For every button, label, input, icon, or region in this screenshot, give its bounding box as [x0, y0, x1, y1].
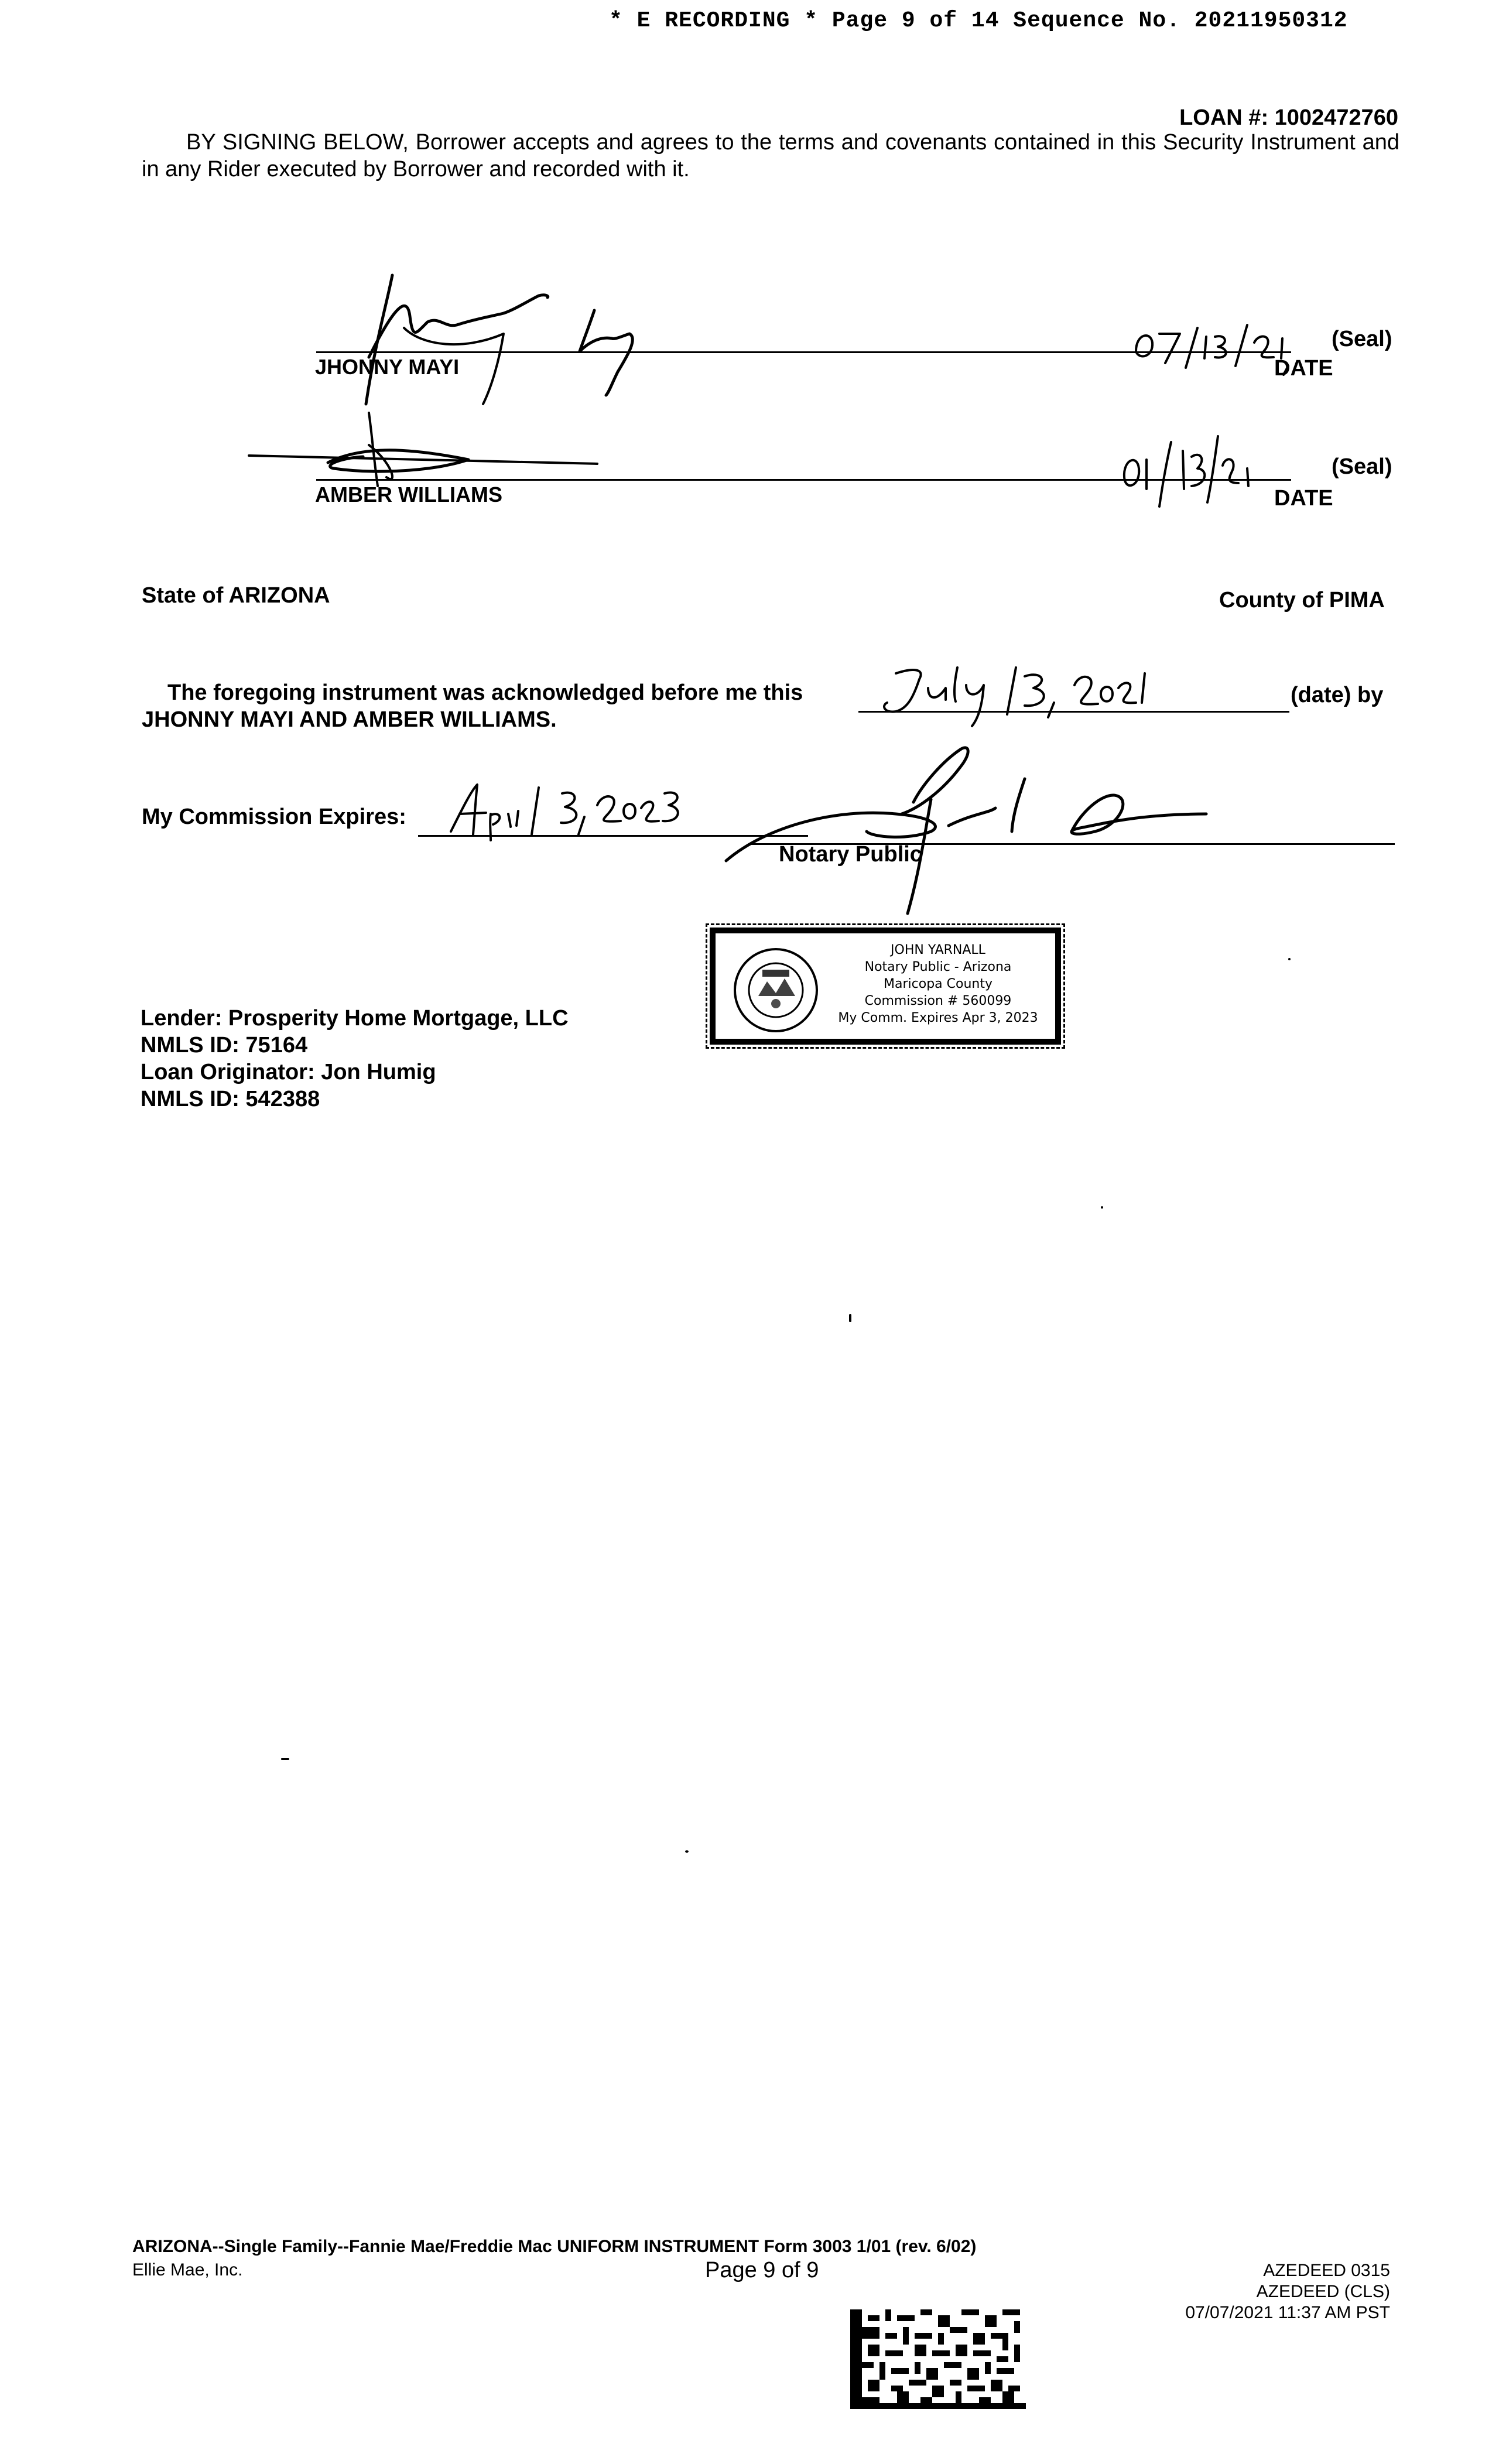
lender-info — [141, 1005, 569, 1113]
footer-form-title: ARIZONA--Single Family--Fannie Mae/Freddie Mac UNIFORM INSTRUMENT Form 3003 1/01 (rev. 6/02) — [132, 2237, 977, 2256]
handwritten-date-2 — [1118, 433, 1306, 509]
footer-codes — [1185, 2260, 1390, 2323]
handwritten-signature-2 — [246, 410, 609, 492]
scan-speck — [849, 1314, 851, 1322]
county-label: County of PIMA — [1219, 588, 1385, 612]
stamp-title: Notary Public - Arizona — [864, 960, 1012, 974]
seal-label-1: (Seal) — [1332, 327, 1392, 351]
date-label-1: DATE — [1274, 356, 1333, 381]
lender-name: Lender: Prosperity Home Mortgage, LLC — [141, 1006, 569, 1031]
handwritten-signature-1 — [351, 269, 714, 410]
recording-header: * E RECORDING * Page 9 of 14 Sequence No. 20211950312 — [609, 8, 1348, 33]
footer-publisher: Ellie Mae, Inc. — [132, 2260, 243, 2280]
originator-nmls-id: NMLS ID: 542388 — [141, 1087, 320, 1111]
handwritten-acknowledgment-date — [878, 662, 1154, 726]
notary-signature — [720, 744, 1224, 925]
loan-number: LOAN #: 1002472760 — [1179, 105, 1398, 130]
footer-page-number: Page 9 of 9 — [705, 2258, 819, 2282]
stamp-notary-name: JOHN YARNALL — [891, 943, 985, 957]
stamp-commission-number: Commission # 560099 — [864, 994, 1012, 1008]
notary-stamp — [710, 928, 1061, 1045]
signer-name-1: JHONNY MAYI — [315, 355, 460, 379]
notary-public-label: Notary Public — [779, 842, 922, 867]
acknowledgment-names: JHONNY MAYI AND AMBER WILLIAMS. — [142, 707, 557, 732]
seal-label-2: (Seal) — [1332, 454, 1392, 479]
footer-timestamp: 07/07/2021 11:37 AM PST — [1185, 2303, 1390, 2322]
intro-paragraph: BY SIGNING BELOW, Borrower accepts and agrees to the terms and covenants contained in this Security Instrument and in any Rider executed by Borrower and recorded with it. — [142, 130, 1399, 182]
barcode-icon — [850, 2309, 1026, 2409]
acknowledgment-prefix: The foregoing instrument was acknowledged before me this — [167, 680, 803, 705]
date-label-2: DATE — [1274, 486, 1333, 511]
handwritten-date-1 — [1130, 316, 1317, 369]
footer-code-2: AZEDEED (CLS) — [1256, 2282, 1390, 2301]
stamp-expiration: My Comm. Expires Apr 3, 2023 — [838, 1011, 1038, 1025]
scan-speck — [685, 1850, 689, 1853]
acknowledgment-suffix: (date) by — [1291, 683, 1384, 707]
handwritten-commission-date — [445, 779, 720, 843]
stamp-county: Maricopa County — [884, 977, 993, 991]
commission-expires-label: My Commission Expires: — [142, 805, 406, 829]
signer-name-2: AMBER WILLIAMS — [315, 482, 502, 507]
footer-code-1: AZEDEED 0315 — [1263, 2261, 1390, 2280]
state-label: State of ARIZONA — [142, 583, 330, 608]
loan-originator: Loan Originator: Jon Humig — [141, 1060, 436, 1084]
scan-speck — [1288, 958, 1291, 960]
scan-speck — [281, 1758, 289, 1760]
state-seal-icon — [732, 946, 820, 1034]
scan-speck — [1101, 1206, 1103, 1209]
lender-nmls-id: NMLS ID: 75164 — [141, 1033, 308, 1058]
